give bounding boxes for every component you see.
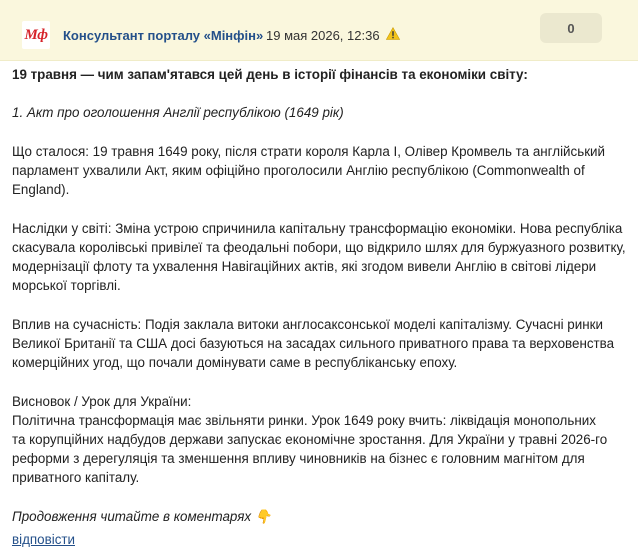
comment-header [0, 0, 638, 61]
paragraph-conclusion: Висновок / Урок для України: Політична трансформація має звільняти ринки. Урок 1649 року вчить: ліквідація монопольних та корупційних надбудов держави запускає економічне зростання. Для України у травні 2026-го реформи з дерегуляція та зменшення впливу чиновників на бізнес є головним магнітом для приватного капіталу. [12, 394, 608, 485]
warning-icon[interactable] [386, 27, 400, 40]
paragraph-what-happened: Що сталося: 19 травня 1649 року, після страти короля Карла I, Олівер Кромвель та англійський парламент ухвалили Акт, яким офіційно проголосили Англію республікою (Commonwealth of England). [12, 144, 606, 197]
post-subheading: 1. Акт про оголошення Англії республікою (1649 рік) [12, 105, 344, 120]
post-datetime: 19 мая 2026, 12:36 [266, 28, 380, 43]
author-name-link[interactable]: Консультант порталу «Мінфін» [63, 28, 264, 43]
post-heading: 19 травня — чим запам'ятався цей день в історії фінансів та економіки світу: [12, 67, 528, 82]
continue-in-comments: Продовження читайте в коментарях 👇 [12, 509, 272, 524]
post-body [12, 65, 626, 549]
reply-link[interactable]: відповісти [12, 532, 75, 547]
paragraph-modern-impact: Вплив на сучасність: Подія заклала витоки англосаксонської моделі капіталізму. Сучасні ринки Великої Британії та США досі базуються на засадах сильного приватного права та верховенства комерційних угод, що почали домінувати саме в республіканську епоху. [12, 317, 615, 370]
rating-counter[interactable]: 0 [540, 13, 602, 43]
paragraph-consequences: Наслідки у світі: Зміна устрою спричинила капітальну трансформацію економіки. Нова республіка скасувала королівські привілеї та феодальні побори, що відкрило шлях для буржуазного розвитку, модернізації флоту та ухвалення Навігаційних актів, які згодом вивели Англію в світові лідери морської торгівлі. [12, 221, 626, 293]
minfin-logo[interactable]: Мф [22, 21, 50, 49]
